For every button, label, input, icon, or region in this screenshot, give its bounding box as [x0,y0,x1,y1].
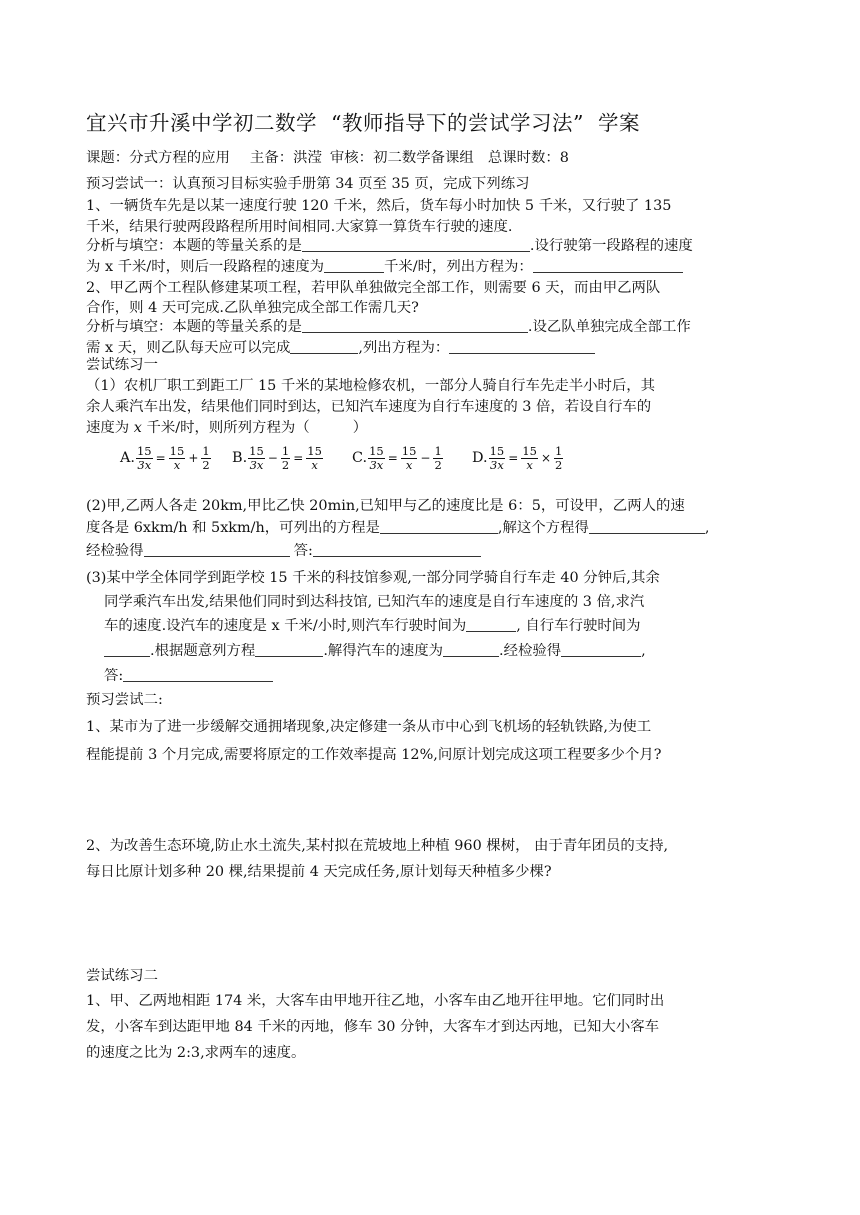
practice1-p1-line3 [86,418,367,438]
answer-blank[interactable] [449,338,595,354]
practice1-p3-line2: 同学乘汽车出发,结果他们同时到达科技馆, 已知汽车的速度是自行车速度的 3 倍,求汽 [104,594,645,610]
answer-blank[interactable] [144,541,290,557]
operator: = [387,451,398,465]
question-text: 经检验得 [86,543,144,559]
title-suffix: 学案 [597,111,640,135]
operator: + [188,451,199,465]
answer-blank[interactable] [255,641,323,657]
option-d[interactable] [472,436,564,480]
fraction [169,445,186,472]
fraction [433,445,442,472]
option-a[interactable] [120,436,212,480]
operator: = [508,451,519,465]
meta-hours: 总课时数：8 [487,150,569,166]
fraction [248,445,265,472]
title-method: “教师指导下的尝试学习法” [331,111,584,135]
answer-label: 答: [104,668,124,684]
practice1-p1-line2: 余人乘汽车出发，结果他们同时到达，已知汽车速度为自行车速度的 3 倍，若设自行车的 [86,399,652,415]
question-text: 速度为 [86,420,130,436]
practice1-heading: 尝试练习一 [86,357,158,373]
numerator: 15 [249,443,264,458]
denominator: 3x [249,457,264,472]
preview1-q2-line2: 合作，则 4 天可完成.乙队单独完成全部工作需几天? [86,300,419,316]
denominator: x [405,457,413,472]
option-label: D. [472,450,488,466]
analysis-text: 千米/时，列出方程为： [383,259,533,275]
answer-blank[interactable] [533,257,683,273]
variable-x: x [133,420,142,436]
operator: − [420,451,431,465]
practice1-p2-line2 [86,518,709,538]
denominator: 2 [202,457,210,472]
answer-blank[interactable] [466,616,516,632]
answer-blank[interactable] [443,641,499,657]
operator: × [540,451,552,465]
page-title [86,106,640,136]
denominator: 3x [490,457,504,472]
practice1-p3-line5 [104,666,273,686]
denominator: 3x [137,457,152,472]
analysis-text: 需 x 天，则乙队每天应可以完成 [86,340,291,356]
question-text: 千米/时，则所列方程为（ ） [146,420,368,436]
meta-review: 审核：初二数学备课组 [329,150,474,166]
answer-blank[interactable] [313,541,481,557]
practice1-p3-line1: (3)某中学全体同学到距学校 15 千米的科技馆参观,一部分同学骑自行车走 40 分钟后,其余 [86,570,660,586]
question-text: .根据题意列方程 [150,643,256,659]
analysis-text: .设乙队单独完成全部工作 [527,319,691,335]
answer-blank[interactable] [123,666,273,682]
fraction [281,445,290,472]
analysis-text: ,列出方程为： [358,340,450,356]
answer-blank[interactable] [380,518,498,534]
preview2-q1-line2: 程能提前 3 个月完成,需要将原定的工作效率提高 12%,问原计划完成这项工程要多少个月? [86,747,662,763]
answer-blank[interactable] [104,641,150,657]
practice1-p1-line1: （1）农机厂职工到距工厂 15 千米的某地检修农机，一部分人骑自行车先走半小时后，其 [86,378,656,394]
preview1-q1-line1: 1、一辆货车先是以某一速度行驶 120 千米，然后，货车每小时加快 5 千米，又行驶了 135 [86,198,672,214]
preview2-q2-line1: 2、为改善生态环境,防止水土流失,某村拟在荒坡地上种植 960 棵树， 由于青年团员的支持, [86,838,669,854]
analysis-text: .设行驶第一段路程的速度 [529,238,693,254]
fraction [401,445,418,472]
question-text: , [641,643,646,659]
answer-blank[interactable] [324,257,384,273]
numerator: 15 [169,443,185,458]
denominator: x [526,457,533,472]
denominator: 2 [434,457,442,472]
preview1-q1-line2: 千米，结果行驶两段路程所用时间相同.大家算一算货车行驶的速度. [86,219,513,235]
lesson-meta [86,148,569,168]
preview1-q2-analysis1 [86,317,691,337]
preview2-q2-line2: 每日比原计划多种 20 棵,结果提前 4 天完成任务,原计划每天种植多少棵? [86,864,552,880]
numerator: 15 [307,443,322,458]
answer-blank[interactable] [290,338,358,354]
answer-blank[interactable] [589,518,705,534]
option-label: A. [120,450,135,466]
preview2-heading: 预习尝试二: [86,692,163,708]
question-text: ,解这个方程得 [497,520,589,536]
fraction [201,445,210,472]
practice1-p3-line4 [104,641,646,661]
answer-blank[interactable] [302,317,528,333]
fraction [306,445,323,472]
practice1-p3-line3 [104,616,641,636]
meta-topic: 课题：分式方程的应用 [86,150,230,166]
answer-blank[interactable] [302,236,530,252]
practice2-q1-line2: 发，小客车到达距甲地 84 千米的丙地，修车 30 分钟，大客车才到达丙地，已知大小客车 [86,1019,659,1035]
fraction [554,445,563,472]
preview1-q1-analysis1 [86,236,693,256]
preview1-q2-analysis2 [86,338,595,358]
operator: = [293,451,304,465]
fraction [136,445,153,472]
meta-lead: 主备：洪滢 [249,150,322,166]
question-text: .经检验得 [499,643,562,659]
numerator: 15 [136,443,152,458]
preview1-q1-analysis2 [86,257,683,277]
numerator: 15 [369,443,384,458]
analysis-label: 分析与填空：本题的等量关系的是 [86,238,302,254]
numerator: 15 [401,443,417,458]
answer-blank[interactable] [561,641,641,657]
option-label: C. [352,450,368,466]
option-label: B. [232,450,248,466]
answer-label: 答: [293,543,313,559]
preview1-q2-line1: 2、甲乙两个工程队修建某项工程，若甲队单独做完全部工作，则需要 6 天，而由甲乙两队 [86,280,661,296]
question-text: , [704,520,710,536]
practice2-q1-line1: 1、甲、乙两地相距 174 米，大客车由甲地开往乙地，小客车由乙地开往甲地。它们同时出 [86,993,665,1009]
numerator: 15 [522,443,537,458]
fraction [368,445,385,472]
denominator: x [173,457,181,472]
numerator: 1 [202,443,210,458]
analysis-text: 为 x 千米/时，则后一段路程的速度为 [86,259,324,275]
option-b[interactable] [232,436,324,480]
operator: = [155,451,166,465]
practice2-q1-line3: 的速度之比为 2:3,求两车的速度。 [86,1045,306,1061]
question-text: , 自行车行驶时间为 [516,618,641,634]
title-main: 宜兴市升溪中学初二数学 [86,111,317,135]
practice1-p2-line3 [86,541,481,561]
numerator: 1 [281,443,290,458]
practice2-heading: 尝试练习二 [86,968,158,984]
numerator: 15 [489,443,505,458]
preview1-heading: 预习尝试一：认真预习目标实验手册第 34 页至 35 页，完成下列练习 [86,176,530,192]
fraction [489,445,506,472]
option-c[interactable] [352,436,444,480]
question-text: 度各是 6xkm/h 和 5xkm/h，可列出的方程是 [86,520,380,536]
denominator: 2 [281,457,290,472]
numerator: 1 [555,443,563,458]
numerator: 1 [434,443,442,458]
operator: − [267,451,278,465]
preview2-q1-line1: 1、某市为了进一步缓解交通拥堵现象,决定修建一条从市中心到飞机场的轻轨铁路,为使工 [86,719,652,735]
question-text: .解得汽车的速度为 [323,643,444,659]
practice1-p2-line1: (2)甲,乙两人各走 20km,甲比乙快 20min,已知甲与乙的速度比是 6：5，可设甲，乙两人的速 [86,498,685,514]
question-text: 车的速度.设汽车的速度是 x 千米/小时,则汽车行驶时间为 [104,618,467,634]
denominator: 3x [369,457,384,472]
fraction [521,445,538,472]
denominator: x [311,457,318,472]
denominator: 2 [555,457,563,472]
analysis-label: 分析与填空：本题的等量关系的是 [86,319,302,335]
